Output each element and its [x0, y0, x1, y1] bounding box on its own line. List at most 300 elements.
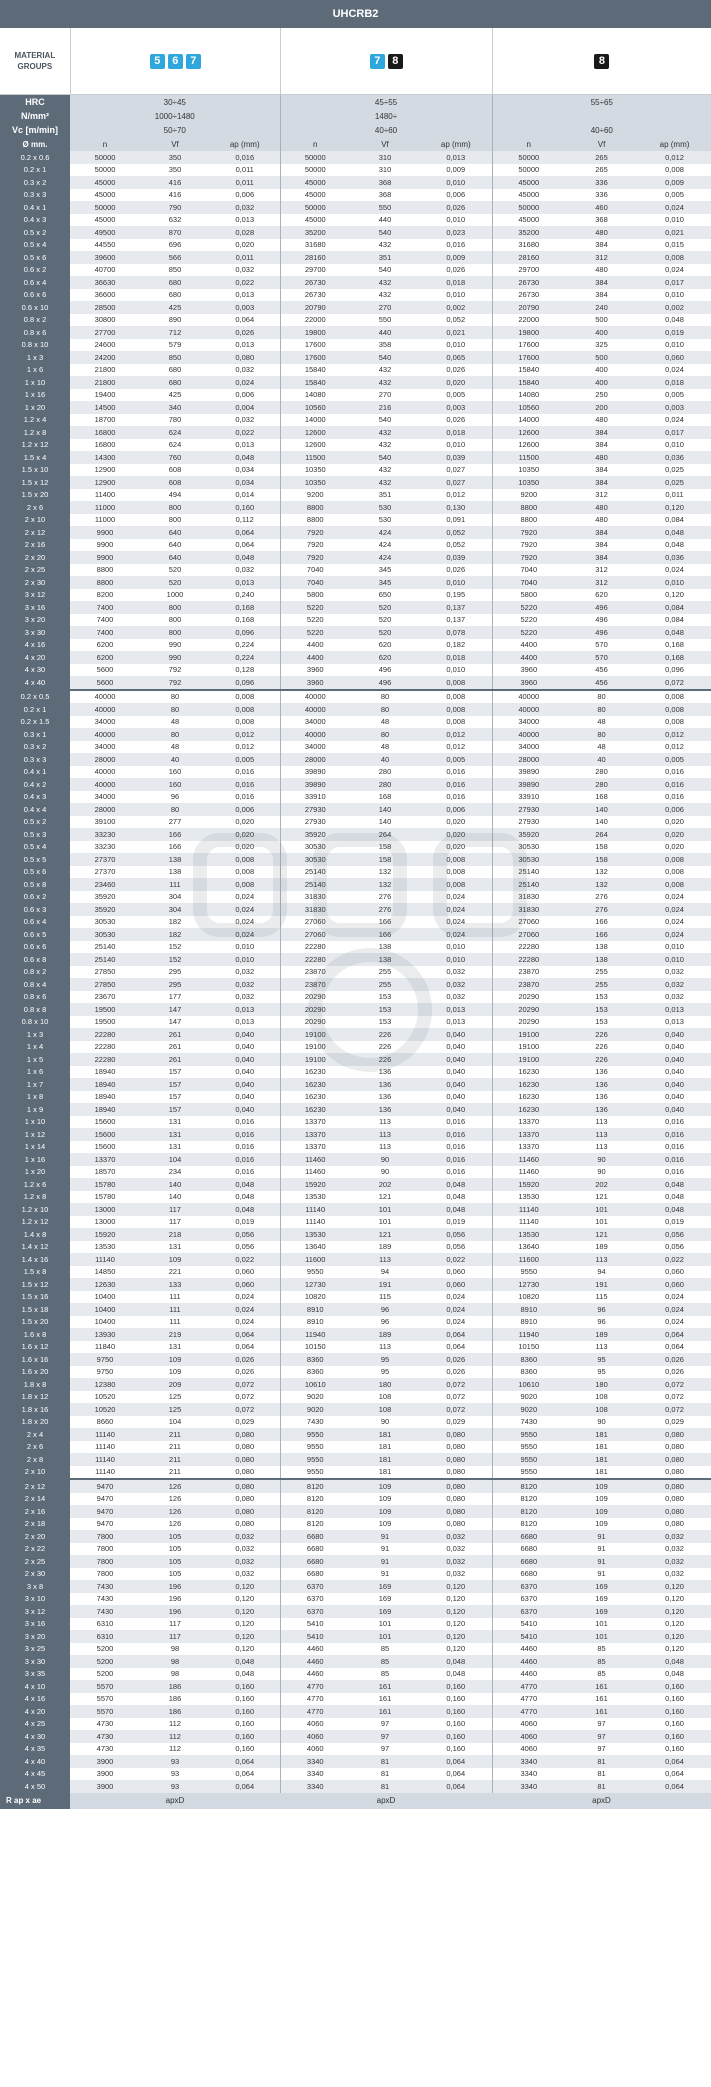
cell: 0,027 [420, 476, 492, 489]
table-row [0, 690, 711, 704]
cell: 0,040 [210, 1103, 280, 1116]
cell: 0,048 [638, 1178, 711, 1191]
table-row [0, 651, 711, 664]
cell: 0,160 [420, 1680, 492, 1693]
cell: 0,080 [638, 1479, 711, 1493]
cell: 7800 [70, 1568, 140, 1581]
row-diameter: 1.5 x 8 [0, 1266, 70, 1279]
cell: 31830 [280, 891, 350, 904]
cell: 181 [350, 1441, 420, 1454]
row-diameter: 0.3 x 3 [0, 189, 70, 202]
column-header: Vf [140, 137, 210, 151]
cell: 384 [565, 539, 638, 552]
row-diameter: 1.2 x 8 [0, 1191, 70, 1204]
cell: 0,016 [210, 1166, 280, 1179]
cell: 196 [140, 1605, 210, 1618]
cell: 19100 [280, 1053, 350, 1066]
cell: 20290 [280, 1016, 350, 1029]
cell: 189 [565, 1241, 638, 1254]
cell: 0,060 [638, 1278, 711, 1291]
cell: 0,020 [420, 828, 492, 841]
cell: 3960 [492, 676, 565, 690]
table-row [0, 791, 711, 804]
table-row [0, 1316, 711, 1329]
table-row [0, 526, 711, 539]
cell: 27700 [70, 326, 140, 339]
cell: 0,032 [420, 1555, 492, 1568]
cell: 8910 [280, 1303, 350, 1316]
cell: 0,048 [420, 1203, 492, 1216]
cell: 0,010 [638, 289, 711, 302]
cell: 90 [350, 1153, 420, 1166]
column-header: Vf [350, 137, 420, 151]
table-row [0, 803, 711, 816]
row-diameter: 0.5 x 2 [0, 816, 70, 829]
cell: 101 [350, 1630, 420, 1643]
cell: 40000 [280, 690, 350, 704]
cell: 219 [140, 1328, 210, 1341]
cell: 0,080 [638, 1428, 711, 1441]
cell: 20790 [492, 301, 565, 314]
cell: 50000 [70, 201, 140, 214]
cell: 0,011 [210, 251, 280, 264]
cell: 196 [140, 1580, 210, 1593]
cell: 35200 [492, 226, 565, 239]
material-groups-row [0, 28, 711, 95]
cell: 0,012 [638, 741, 711, 754]
row-diameter: 1 x 14 [0, 1141, 70, 1154]
cell: 96 [350, 1316, 420, 1329]
cell: 0,040 [420, 1078, 492, 1091]
cell: 4730 [70, 1718, 140, 1731]
cell: 456 [565, 664, 638, 677]
table-row [0, 164, 711, 177]
cell: 0,240 [210, 589, 280, 602]
cell: 425 [140, 301, 210, 314]
cell: 0,048 [210, 1655, 280, 1668]
cell: 40 [565, 753, 638, 766]
cell: 270 [350, 301, 420, 314]
cell: 0,010 [420, 439, 492, 452]
row-diameter: 4 x 45 [0, 1768, 70, 1781]
cell: 0,080 [210, 351, 280, 364]
cell: 0,016 [420, 766, 492, 779]
cell: 4400 [492, 639, 565, 652]
cell: 161 [350, 1705, 420, 1718]
cell: 113 [350, 1253, 420, 1266]
cell: 4770 [280, 1693, 350, 1706]
cell: 0,008 [420, 878, 492, 891]
table-row [0, 551, 711, 564]
cell: 221 [140, 1266, 210, 1279]
row-diameter: 3 x 20 [0, 1630, 70, 1643]
cell: 16230 [280, 1078, 350, 1091]
cell: 9200 [280, 489, 350, 502]
cell: 11140 [280, 1216, 350, 1229]
cell: 0,039 [420, 451, 492, 464]
table-row [0, 1091, 711, 1104]
row-diameter: 2 x 10 [0, 514, 70, 527]
material-group-chip: 7 [370, 54, 385, 69]
cell: 98 [140, 1643, 210, 1656]
cell: 0,005 [638, 189, 711, 202]
row-diameter: 1 x 10 [0, 1116, 70, 1129]
cell: 8360 [280, 1366, 350, 1379]
cell: 0,160 [638, 1693, 711, 1706]
cell: 196 [140, 1593, 210, 1606]
cell: 255 [350, 978, 420, 991]
cell: 152 [140, 953, 210, 966]
cell: 0,040 [210, 1041, 280, 1054]
cell: 40000 [70, 778, 140, 791]
cell: 0,072 [210, 1378, 280, 1391]
param-label: N/mm² [0, 109, 70, 123]
cell: 5410 [280, 1618, 350, 1631]
cell: 4400 [280, 639, 350, 652]
cell: 226 [565, 1028, 638, 1041]
cell: 0,048 [420, 1191, 492, 1204]
cell: 216 [350, 401, 420, 414]
cell: 0,052 [420, 314, 492, 327]
cell: 8800 [492, 514, 565, 527]
cell: 40000 [280, 728, 350, 741]
cell: 0,006 [210, 389, 280, 402]
cell: 50000 [70, 151, 140, 164]
table-row [0, 891, 711, 904]
table-row [0, 978, 711, 991]
cell: 10150 [280, 1341, 350, 1354]
cell: 40700 [70, 264, 140, 277]
cell: 0,160 [638, 1730, 711, 1743]
cell: 0,029 [420, 1416, 492, 1429]
table-row [0, 426, 711, 439]
table-row [0, 1693, 711, 1706]
cell: 101 [565, 1216, 638, 1229]
cell: 310 [350, 151, 420, 164]
cell: 16230 [492, 1078, 565, 1091]
row-diameter: 1.2 x 12 [0, 439, 70, 452]
cell: 0,080 [638, 1466, 711, 1480]
cell: 6200 [70, 639, 140, 652]
table-row [0, 1016, 711, 1029]
cell: 40 [140, 753, 210, 766]
cell: 0,020 [638, 816, 711, 829]
cell: 0,048 [210, 1178, 280, 1191]
cell: 4730 [70, 1730, 140, 1743]
cell: 113 [565, 1341, 638, 1354]
row-diameter: 0.3 x 2 [0, 176, 70, 189]
cell: 384 [565, 464, 638, 477]
table-row [0, 639, 711, 652]
cell: 44550 [70, 239, 140, 252]
cell: 19500 [70, 1016, 140, 1029]
cell: 0,048 [638, 314, 711, 327]
row-diameter: 0.4 x 4 [0, 803, 70, 816]
cell: 0,020 [638, 828, 711, 841]
cell: 620 [565, 589, 638, 602]
cell: 640 [140, 526, 210, 539]
table-row [0, 1103, 711, 1116]
cell: 0,011 [210, 164, 280, 177]
cell: 91 [565, 1568, 638, 1581]
row-diameter: 4 x 30 [0, 664, 70, 677]
cell: 0,024 [420, 916, 492, 929]
cell: 530 [350, 514, 420, 527]
cell: 33230 [70, 828, 140, 841]
table-row [0, 239, 711, 252]
cell: 7040 [492, 576, 565, 589]
cell: 0,013 [210, 576, 280, 589]
cell: 186 [140, 1693, 210, 1706]
cell: 276 [565, 903, 638, 916]
cell: 181 [565, 1453, 638, 1466]
row-diameter: 0.4 x 2 [0, 778, 70, 791]
cell: 80 [350, 703, 420, 716]
cell: 0,010 [420, 953, 492, 966]
cell: 0,016 [638, 1166, 711, 1179]
cell: 136 [565, 1078, 638, 1091]
row-diameter: 0.6 x 10 [0, 301, 70, 314]
cell: 0,016 [420, 1128, 492, 1141]
table-row [0, 576, 711, 589]
cell: 7920 [280, 526, 350, 539]
cell: 153 [350, 1016, 420, 1029]
cell: 0,016 [420, 1141, 492, 1154]
table-row [0, 676, 711, 690]
cell: 13000 [70, 1203, 140, 1216]
row-diameter: 4 x 20 [0, 1705, 70, 1718]
cell: 22280 [280, 953, 350, 966]
cell: 0,010 [638, 576, 711, 589]
cell: 101 [350, 1216, 420, 1229]
cell: 11840 [70, 1341, 140, 1354]
cell: 211 [140, 1453, 210, 1466]
cell: 368 [350, 189, 420, 202]
cell: 0,040 [210, 1091, 280, 1104]
cell: 136 [565, 1103, 638, 1116]
cell: 0,008 [210, 866, 280, 879]
row-diameter: 0.4 x 1 [0, 201, 70, 214]
row-diameter: 0.4 x 3 [0, 791, 70, 804]
cell: 480 [565, 501, 638, 514]
cell: 39600 [70, 251, 140, 264]
cell: 31680 [492, 239, 565, 252]
cell: 33910 [280, 791, 350, 804]
cell: 0,032 [638, 991, 711, 1004]
cell: 0,016 [210, 1153, 280, 1166]
cell: 351 [350, 489, 420, 502]
cell: 0,032 [638, 1568, 711, 1581]
table-row [0, 189, 711, 202]
table-row [0, 778, 711, 791]
cell: 158 [350, 841, 420, 854]
cell: 126 [140, 1518, 210, 1531]
cell: 0,016 [420, 1116, 492, 1129]
cell: 17600 [492, 351, 565, 364]
row-diameter: 4 x 40 [0, 676, 70, 690]
cell: 97 [350, 1718, 420, 1731]
cell: 0,040 [420, 1066, 492, 1079]
row-diameter: 0.5 x 4 [0, 239, 70, 252]
cell: 40000 [492, 690, 565, 704]
cell: 432 [350, 464, 420, 477]
cell: 0,096 [638, 664, 711, 677]
cell: 384 [565, 476, 638, 489]
cell: 0,003 [420, 401, 492, 414]
cell: 81 [565, 1780, 638, 1793]
cell: 0,032 [420, 966, 492, 979]
cell: 117 [140, 1630, 210, 1643]
row-diameter: 1 x 20 [0, 1166, 70, 1179]
cell: 39890 [492, 778, 565, 791]
cell: 0,010 [638, 941, 711, 954]
cutting-data-table [0, 95, 711, 1793]
row-diameter: 0.6 x 4 [0, 276, 70, 289]
cell: 81 [350, 1768, 420, 1781]
cell: 280 [565, 766, 638, 779]
cell: 632 [140, 214, 210, 227]
cell: 0,080 [420, 1518, 492, 1531]
cell: 0,072 [638, 1403, 711, 1416]
cell: 12600 [492, 426, 565, 439]
cell: 10400 [70, 1291, 140, 1304]
cell: 9200 [492, 489, 565, 502]
cell: 0,008 [638, 866, 711, 879]
cell: 19800 [280, 326, 350, 339]
cell: 3340 [492, 1755, 565, 1768]
cell: 19800 [492, 326, 565, 339]
cell: 0,008 [638, 853, 711, 866]
cell: 22280 [492, 941, 565, 954]
row-diameter: 0.6 x 8 [0, 953, 70, 966]
row-diameter: 2 x 4 [0, 1428, 70, 1441]
cell: 0,048 [420, 1178, 492, 1191]
cell: 384 [565, 289, 638, 302]
cell: 0,040 [210, 1066, 280, 1079]
cell: 0,008 [638, 703, 711, 716]
cell: 0,034 [210, 464, 280, 477]
table-row [0, 276, 711, 289]
cell: 0,052 [420, 539, 492, 552]
cell: 125 [140, 1391, 210, 1404]
cell: 16230 [280, 1091, 350, 1104]
cell: 113 [350, 1128, 420, 1141]
cell: 0,064 [210, 1780, 280, 1793]
cell: 0,008 [638, 251, 711, 264]
cell: 0,021 [420, 326, 492, 339]
cell: 91 [565, 1555, 638, 1568]
cell: 0,021 [638, 226, 711, 239]
table-row [0, 1530, 711, 1543]
cell: 160 [140, 766, 210, 779]
cell: 10400 [70, 1303, 140, 1316]
cell: 8120 [280, 1505, 350, 1518]
cell: 0,010 [420, 214, 492, 227]
table-row [0, 1466, 711, 1480]
cell: 0,016 [210, 791, 280, 804]
cell: 161 [350, 1693, 420, 1706]
cell: 0,032 [420, 991, 492, 1004]
cell: 0,013 [420, 1003, 492, 1016]
cell: 5600 [70, 676, 140, 690]
cell: 6680 [280, 1530, 350, 1543]
cell: 6370 [492, 1605, 565, 1618]
cell: 20290 [280, 1003, 350, 1016]
cell: 132 [350, 878, 420, 891]
cell: 5570 [70, 1705, 140, 1718]
row-diameter: 0.3 x 1 [0, 728, 70, 741]
cell: 0,080 [210, 1493, 280, 1506]
cell: 105 [140, 1543, 210, 1556]
cell: 0,120 [210, 1643, 280, 1656]
row-diameter: 3 x 16 [0, 1618, 70, 1631]
cell: 181 [350, 1428, 420, 1441]
cell: 440 [350, 214, 420, 227]
cell: 0,080 [210, 1505, 280, 1518]
cell: 0,060 [210, 1266, 280, 1279]
cell: 0,168 [638, 651, 711, 664]
row-diameter: 1 x 3 [0, 1028, 70, 1041]
row-diameter: 0.8 x 2 [0, 966, 70, 979]
cell: 0,026 [420, 364, 492, 377]
cell: 0,032 [210, 1568, 280, 1581]
cell: 0,022 [210, 426, 280, 439]
cell: 6370 [492, 1593, 565, 1606]
row-diameter: 4 x 16 [0, 639, 70, 652]
cell: 16230 [492, 1066, 565, 1079]
cell: 432 [350, 239, 420, 252]
cell: 28000 [70, 803, 140, 816]
cell: 181 [565, 1466, 638, 1480]
cell: 13370 [492, 1128, 565, 1141]
cell: 9020 [280, 1391, 350, 1404]
cell: 80 [565, 728, 638, 741]
cell: 494 [140, 489, 210, 502]
cell: 90 [565, 1153, 638, 1166]
cell: 0,012 [638, 728, 711, 741]
cell: 112 [140, 1718, 210, 1731]
cell: 39100 [70, 816, 140, 829]
table-row [0, 1228, 711, 1241]
row-diameter: 2 x 25 [0, 564, 70, 577]
cell: 12730 [280, 1278, 350, 1291]
cell: 85 [565, 1643, 638, 1656]
cell: 181 [350, 1453, 420, 1466]
cell: 350 [140, 151, 210, 164]
cell: 0,024 [420, 891, 492, 904]
cell: 0,024 [638, 414, 711, 427]
cell: 11140 [70, 1453, 140, 1466]
cell: 50000 [492, 201, 565, 214]
column-header: n [492, 137, 565, 151]
cell: 384 [565, 276, 638, 289]
cell: 21800 [70, 364, 140, 377]
cell: 270 [350, 389, 420, 402]
cell: 136 [350, 1103, 420, 1116]
row-diameter: 3 x 16 [0, 601, 70, 614]
cell: 9550 [492, 1453, 565, 1466]
row-diameter: 0.8 x 8 [0, 1003, 70, 1016]
cell: 5800 [280, 589, 350, 602]
cell: 121 [350, 1191, 420, 1204]
cell: 13530 [70, 1241, 140, 1254]
cell: 126 [140, 1505, 210, 1518]
cell: 18940 [70, 1103, 140, 1116]
cell: 11400 [70, 489, 140, 502]
row-diameter: 2 x 14 [0, 1493, 70, 1506]
cell: 97 [565, 1730, 638, 1743]
cell: 9550 [280, 1441, 350, 1454]
